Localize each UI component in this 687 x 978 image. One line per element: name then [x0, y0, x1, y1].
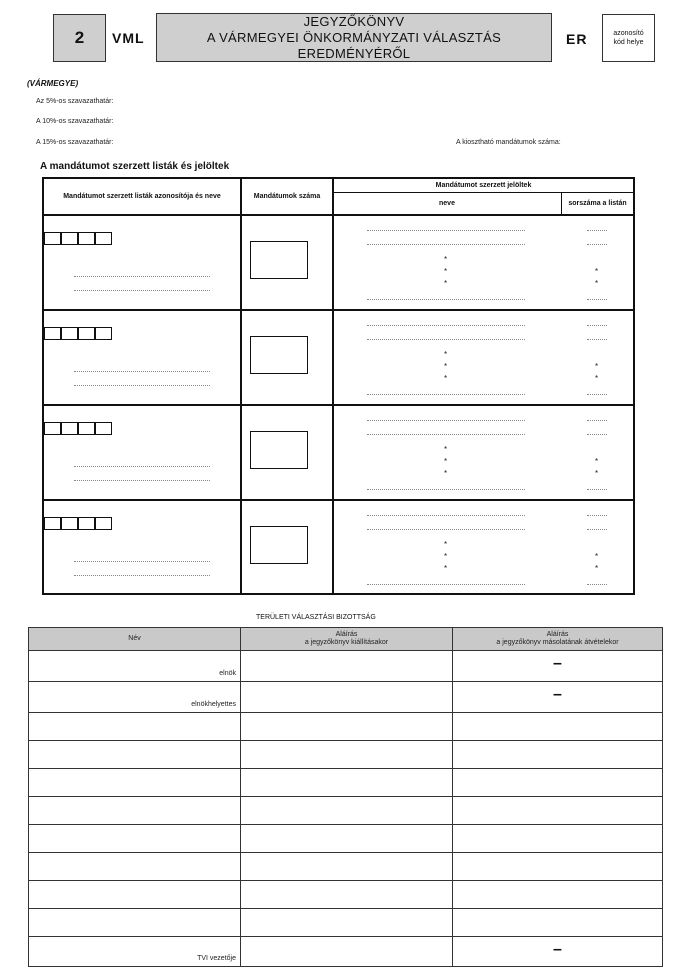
- list-id-digit-box[interactable]: [78, 422, 95, 435]
- candidate-name-line[interactable]: [367, 230, 525, 231]
- county-label: (VÁRMEGYE): [27, 79, 79, 88]
- continuation-star: *: [444, 457, 448, 466]
- candidate-name-line[interactable]: [367, 529, 525, 530]
- signature-copy-cell[interactable]: [453, 712, 662, 740]
- candidate-rank-line[interactable]: [587, 420, 607, 421]
- mandates-distributable-label: A kiosztható mandátumok száma:: [456, 139, 561, 146]
- list-block: [44, 214, 633, 309]
- list-name-line[interactable]: [74, 371, 210, 372]
- signature-copy-cell[interactable]: [453, 650, 662, 681]
- candidate-rank-line[interactable]: [587, 515, 607, 516]
- candidate-name-line[interactable]: [367, 325, 525, 326]
- list-name-line[interactable]: [74, 561, 210, 562]
- list-id-digit-box[interactable]: [78, 232, 95, 245]
- not-applicable-dash: –: [553, 941, 562, 958]
- list-id-digit-box[interactable]: [44, 517, 61, 530]
- title-line-2: A VÁRMEGYEI ÖNKORMÁNYZATI VÁLASZTÁS EREDMÉNYÉRŐL: [206, 29, 502, 61]
- committee-table: [28, 627, 663, 967]
- col-sig2-line1: Aláírás: [546, 631, 569, 638]
- committee-name-cell[interactable]: [29, 880, 240, 908]
- candidate-rank-line[interactable]: [587, 244, 607, 245]
- candidate-name-line[interactable]: [367, 394, 525, 395]
- committee-title: TERÜLETI VÁLASZTÁSI BIZOTTSÁG: [256, 614, 376, 621]
- signature-copy-cell[interactable]: [453, 936, 662, 966]
- list-id-digit-box[interactable]: [78, 327, 95, 340]
- lists-table: [42, 177, 635, 595]
- list-id-digit-box[interactable]: [61, 232, 78, 245]
- committee-name-cell[interactable]: [29, 824, 240, 852]
- continuation-star: *: [595, 267, 599, 276]
- signature-copy-cell[interactable]: [453, 824, 662, 852]
- not-applicable-dash: –: [553, 686, 562, 703]
- candidate-name-line[interactable]: [367, 299, 525, 300]
- candidate-name-line[interactable]: [367, 489, 525, 490]
- col-name-header: neve: [439, 200, 455, 207]
- continuation-star: *: [444, 279, 448, 288]
- candidate-rank-line[interactable]: [587, 434, 607, 435]
- divider: [333, 192, 633, 193]
- list-name-line[interactable]: [74, 385, 210, 386]
- signature-issue-cell[interactable]: [241, 852, 452, 880]
- list-id-digit-box[interactable]: [44, 232, 61, 245]
- mandate-count-box[interactable]: [250, 336, 308, 374]
- list-id-digit-box[interactable]: [44, 422, 61, 435]
- continuation-star: *: [444, 445, 448, 454]
- signature-issue-cell[interactable]: [241, 908, 452, 936]
- list-id-digit-box[interactable]: [61, 327, 78, 340]
- list-name-line[interactable]: [74, 480, 210, 481]
- list-id-digit-box[interactable]: [95, 517, 112, 530]
- form-number: 2: [74, 28, 85, 47]
- list-block: [44, 309, 633, 404]
- signature-issue-cell[interactable]: [241, 880, 452, 908]
- form-er-code: ER: [566, 31, 588, 47]
- candidate-name-line[interactable]: [367, 244, 525, 245]
- candidate-name-line[interactable]: [367, 515, 525, 516]
- signature-copy-cell[interactable]: [453, 880, 662, 908]
- committee-role-label: TVI vezetője: [197, 955, 236, 962]
- candidate-name-line[interactable]: [367, 584, 525, 585]
- committee-name-cell[interactable]: [29, 712, 240, 740]
- candidate-rank-line[interactable]: [587, 584, 607, 585]
- signature-copy-cell[interactable]: [453, 768, 662, 796]
- signature-issue-cell[interactable]: [241, 768, 452, 796]
- list-id-digit-box[interactable]: [78, 517, 95, 530]
- continuation-star: *: [595, 552, 599, 561]
- col-sig2-line2: a jegyzőkönyv másolatának átvételekor: [496, 639, 619, 646]
- col-candidates-header: Mandátumot szerzett jelöltek: [435, 182, 532, 189]
- list-name-line[interactable]: [74, 276, 210, 277]
- continuation-star: *: [444, 564, 448, 573]
- list-id-digit-box[interactable]: [61, 517, 78, 530]
- threshold-10: A 10%-os szavazathatár:: [36, 118, 114, 125]
- list-name-line[interactable]: [74, 466, 210, 467]
- list-name-line[interactable]: [74, 575, 210, 576]
- list-name-line[interactable]: [74, 290, 210, 291]
- lists-section-title: A mandátumot szerzett listák és jelöltek: [40, 161, 230, 172]
- committee-name-cell[interactable]: [29, 681, 240, 712]
- signature-issue-cell[interactable]: [241, 650, 452, 681]
- list-id-digit-box[interactable]: [61, 422, 78, 435]
- candidate-rank-line[interactable]: [587, 394, 607, 395]
- continuation-star: *: [595, 374, 599, 383]
- col-name-head: [29, 628, 240, 650]
- signature-issue-cell[interactable]: [241, 936, 452, 966]
- col-lists-header: Mandátumot szerzett listák azonosítója és neve: [63, 193, 221, 200]
- candidate-rank-line[interactable]: [587, 299, 607, 300]
- committee-name-cell[interactable]: [29, 740, 240, 768]
- continuation-star: *: [595, 564, 599, 573]
- continuation-star: *: [444, 255, 448, 264]
- title-line-1: JEGYZŐKÖNYV: [303, 13, 405, 29]
- continuation-star: *: [444, 267, 448, 276]
- signature-copy-cell[interactable]: [453, 796, 662, 824]
- col-mandates-header: Mandátumok száma: [253, 193, 321, 200]
- continuation-star: *: [444, 469, 448, 478]
- signature-copy-cell[interactable]: [453, 681, 662, 712]
- continuation-star: *: [444, 540, 448, 549]
- committee-role-label: elnök: [219, 670, 236, 677]
- col-rank-header: sorszáma a listán: [568, 200, 627, 207]
- candidate-rank-line[interactable]: [587, 489, 607, 490]
- signature-issue-cell[interactable]: [241, 712, 452, 740]
- candidate-rank-line[interactable]: [587, 230, 607, 231]
- continuation-star: *: [595, 362, 599, 371]
- committee-name-cell[interactable]: [29, 650, 240, 681]
- signature-copy-cell[interactable]: [453, 908, 662, 936]
- mandate-count-box[interactable]: [250, 431, 308, 469]
- committee-role-label: elnökhelyettes: [191, 701, 236, 708]
- id-code-place[interactable]: [602, 14, 655, 62]
- committee-name-cell[interactable]: [29, 796, 240, 824]
- continuation-star: *: [595, 457, 599, 466]
- list-id-digit-box[interactable]: [95, 422, 112, 435]
- col-sig1-head: [241, 628, 452, 650]
- committee-name-cell[interactable]: [29, 852, 240, 880]
- signature-issue-cell[interactable]: [241, 681, 452, 712]
- signature-issue-cell[interactable]: [241, 740, 452, 768]
- list-id-digit-box[interactable]: [95, 232, 112, 245]
- id-code-label-2: kód helye: [613, 39, 644, 46]
- continuation-star: *: [444, 552, 448, 561]
- signature-issue-cell[interactable]: [241, 796, 452, 824]
- continuation-star: *: [595, 279, 599, 288]
- committee-name-cell[interactable]: [29, 768, 240, 796]
- signature-issue-cell[interactable]: [241, 824, 452, 852]
- not-applicable-dash: –: [553, 655, 562, 672]
- signature-copy-cell[interactable]: [453, 852, 662, 880]
- form-code: VML: [112, 30, 145, 46]
- candidate-rank-line[interactable]: [587, 325, 607, 326]
- continuation-star: *: [444, 350, 448, 359]
- list-id-digit-box[interactable]: [44, 327, 61, 340]
- signature-copy-cell[interactable]: [453, 740, 662, 768]
- list-id-digit-box[interactable]: [95, 327, 112, 340]
- threshold-5: Az 5%-os szavazathatár:: [36, 98, 114, 105]
- id-code-label-1: azonosító: [613, 30, 644, 37]
- continuation-star: *: [444, 374, 448, 383]
- list-block: [44, 404, 633, 499]
- candidate-name-line[interactable]: [367, 339, 525, 340]
- divider: [561, 192, 562, 214]
- continuation-star: *: [595, 469, 599, 478]
- committee-name-cell[interactable]: [29, 936, 240, 966]
- title-box: [156, 13, 552, 62]
- committee-name-cell[interactable]: [29, 908, 240, 936]
- mandate-count-box[interactable]: [250, 526, 308, 564]
- col-sig1-line2: a jegyzőkönyv kiállításakor: [304, 639, 389, 646]
- candidate-rank-line[interactable]: [587, 339, 607, 340]
- col-name-head-label: Név: [128, 635, 141, 642]
- list-block: [44, 499, 633, 594]
- candidate-rank-line[interactable]: [587, 529, 607, 530]
- candidate-name-line[interactable]: [367, 420, 525, 421]
- candidate-name-line[interactable]: [367, 434, 525, 435]
- col-sig2-head: [453, 628, 662, 650]
- threshold-15: A 15%-os szavazathatár:: [36, 139, 114, 146]
- mandate-count-box[interactable]: [250, 241, 308, 279]
- continuation-star: *: [444, 362, 448, 371]
- col-sig1-line1: Aláírás: [335, 631, 358, 638]
- form-number-box: [53, 14, 106, 62]
